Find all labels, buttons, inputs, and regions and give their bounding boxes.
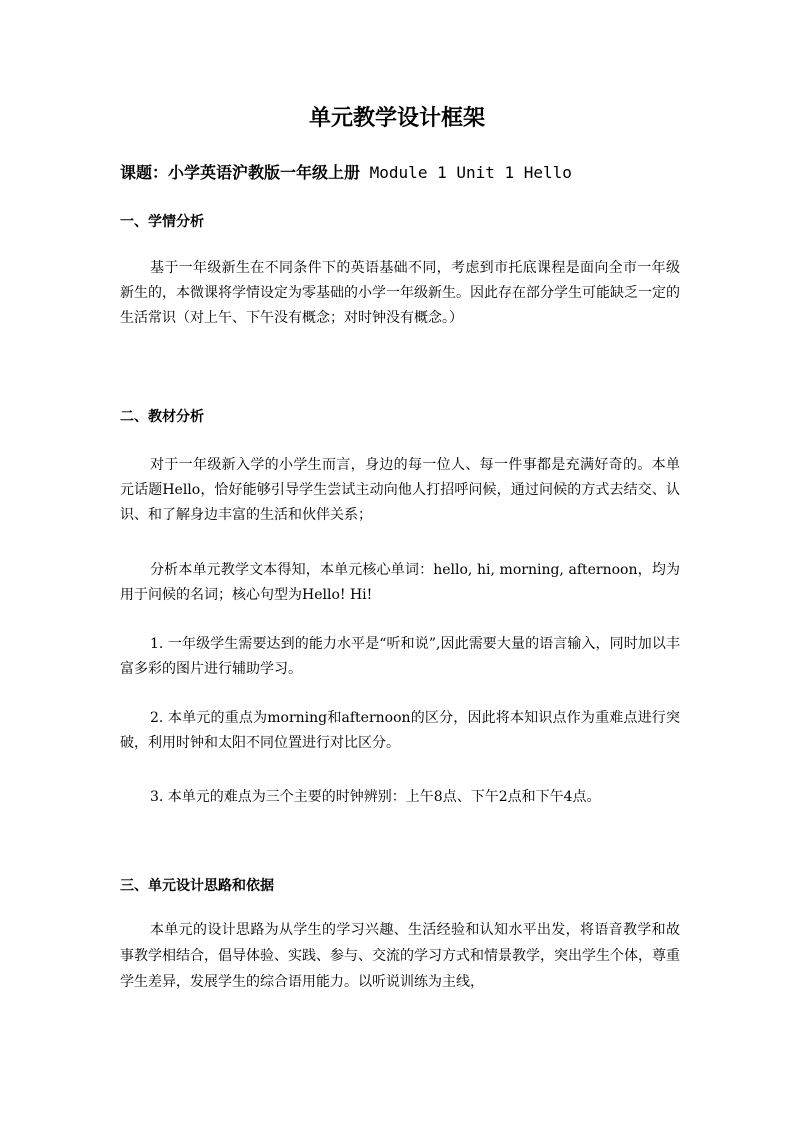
paragraph-material-analysis-2: 分析本单元教学文本得知，本单元核心单词：hello, hi, morning, afternoon，均为用于问候的名词；核心句型为Hello! Hi! — [120, 562, 680, 603]
section-heading-material-analysis: 二、教材分析 — [120, 409, 204, 425]
lesson-subject-label: 课题：小学英语沪教版一年级上册 — [120, 163, 361, 182]
section-heading-learner-analysis: 一、学情分析 — [120, 214, 204, 230]
document-title: 单元教学设计框架 — [308, 106, 485, 131]
paragraph-material-analysis-4: 2. 本单元的重点为morning和afternoon的区分，因此将本知识点作为重难点进行突破，利用时钟和太阳不同位置进行对比区分。 — [120, 710, 680, 751]
paragraph-learner-analysis: 基于一年级新生在不同条件下的英语基础不同，考虑到市托底课程是面向全市一年级新生的，本微课将学情设定为零基础的小学一年级新生。因此存在部分学生可能缺乏一定的生活常识（对上午、下午没有概念；对时钟没有概念。） — [120, 260, 680, 326]
paragraph-material-analysis-3: 1. 一年级学生需要达到的能力水平是“听和说”,因此需要大量的语言输入，同时加以丰富多彩的图片进行辅助学习。 — [120, 636, 680, 677]
paragraph-design-rationale: 本单元的设计思路为从学生的学习兴趣、生活经验和认知水平出发，将语音教学和故事教学相结合，倡导体验、实践、参与、交流的学习方式和情景教学，突出学生个体，尊重学生差异，发展学生的综合语用能力。以听说训练为主线， — [120, 922, 680, 990]
lesson-subject-english: Module 1 Unit 1 Hello — [360, 163, 572, 182]
section-heading-design-rationale: 三、单元设计思路和依据 — [120, 878, 274, 894]
paragraph-material-analysis-5: 3. 本单元的难点为三个主要的时钟辨别：上午8点、下午2点和下午4点。 — [150, 789, 601, 805]
lesson-subject — [120, 160, 720, 186]
paragraph-material-analysis-1: 对于一年级新入学的小学生而言，身边的每一位人、每一件事都是充满好奇的。本单元话题Hello，恰好能够引导学生尝试主动向他人打招呼问候，通过问候的方式去结交、认识、和了解身边丰富的生活和伙伴关系； — [120, 457, 680, 523]
